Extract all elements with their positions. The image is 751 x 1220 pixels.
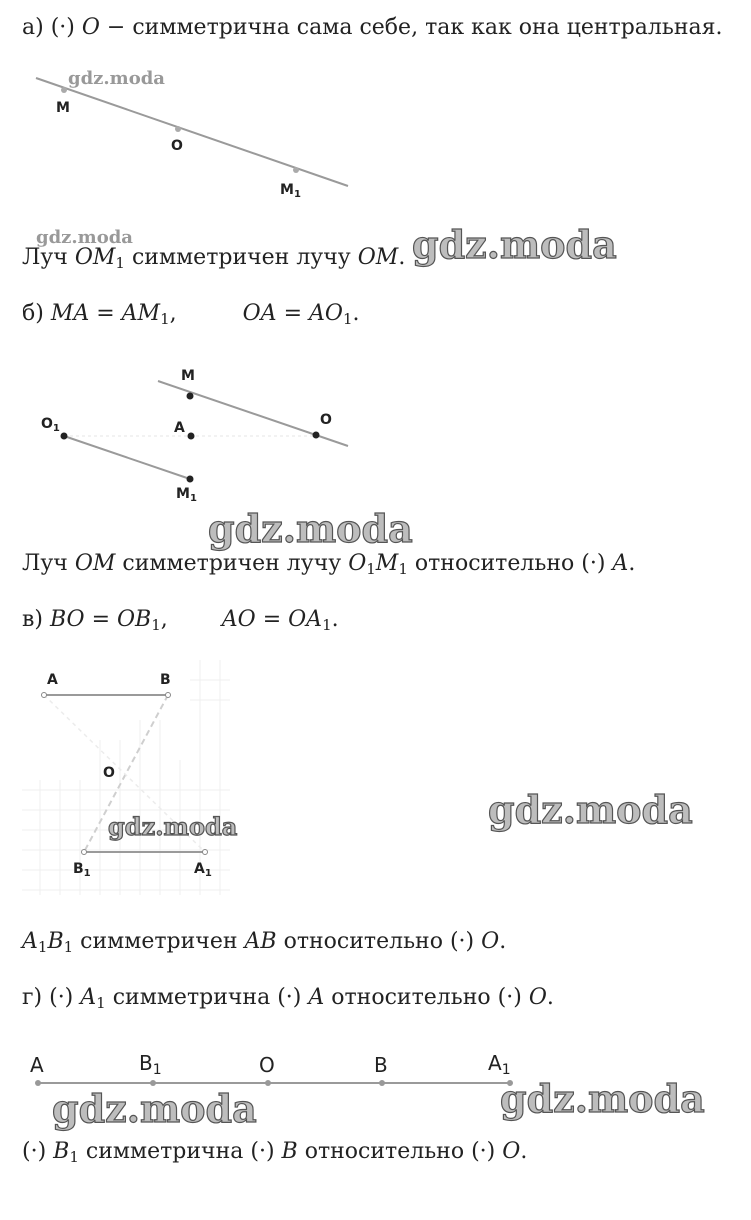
section-g-conclusion: (·) $B_1$ симметрична (·) B относительно (·) O. bbox=[22, 1139, 528, 1166]
figure-g bbox=[30, 1051, 513, 1086]
label-m1: $M_1$ bbox=[280, 182, 301, 200]
watermark-small: gdz.moda bbox=[36, 227, 133, 248]
section-b-statement: б) MA = $AM_1$, OA = $AO_1$. bbox=[22, 301, 360, 328]
label-a: A bbox=[30, 1053, 44, 1077]
point-o bbox=[175, 126, 181, 132]
label-m1: $M_1$ bbox=[176, 486, 197, 504]
point-a bbox=[35, 1080, 41, 1086]
ray-o1m1 bbox=[64, 436, 190, 479]
label-b1: $B_1$ bbox=[73, 861, 91, 879]
point-m1 bbox=[293, 167, 299, 173]
figure-v bbox=[22, 660, 237, 895]
label-a1: $A_1$ bbox=[488, 1051, 511, 1078]
point-b bbox=[166, 693, 171, 698]
label-m: M bbox=[181, 368, 195, 384]
label-o: O bbox=[259, 1053, 275, 1077]
point-o bbox=[265, 1080, 271, 1086]
label-o: O bbox=[171, 138, 183, 154]
label-b1: $B_1$ bbox=[139, 1051, 162, 1078]
point-o bbox=[313, 432, 320, 439]
point-m bbox=[187, 393, 194, 400]
section-v-conclusion: $A_1B_1$ симметричен AB относительно (·) O. bbox=[22, 929, 507, 956]
label-b: B bbox=[160, 672, 171, 688]
point-m bbox=[61, 87, 67, 93]
label-a1: $A_1$ bbox=[194, 861, 212, 879]
point-a bbox=[42, 693, 47, 698]
label-o: O bbox=[103, 765, 115, 781]
watermark: gdz.moda bbox=[108, 812, 238, 841]
label-a: A bbox=[47, 672, 58, 688]
section-a-conclusion: Луч $OM_1$ симметричен лучу OM. bbox=[22, 245, 406, 272]
section-b-conclusion: Луч OM симметричен лучу $O_1M_1$ относительно (·) A. bbox=[22, 551, 636, 578]
label-m: M bbox=[56, 100, 70, 116]
line-mom1 bbox=[36, 78, 348, 186]
label-a: A bbox=[174, 420, 185, 436]
point-o1 bbox=[61, 433, 68, 440]
point-b1 bbox=[82, 850, 87, 855]
point-a bbox=[188, 433, 195, 440]
section-v-statement: в) BO = $OB_1$, AO = $OA_1$. bbox=[22, 607, 339, 634]
watermark: gdz.moda bbox=[208, 506, 413, 551]
label-b: B bbox=[374, 1053, 388, 1077]
point-m1 bbox=[187, 476, 194, 483]
label-o: O bbox=[320, 412, 332, 428]
watermark: gdz.moda bbox=[500, 1076, 705, 1121]
watermark: gdz.moda bbox=[488, 787, 693, 832]
section-a-statement: а) (·) O − симметрична сама себе, так как она центральная. bbox=[22, 15, 723, 40]
label-o1: $O_1$ bbox=[41, 416, 60, 434]
figure-b bbox=[41, 368, 348, 504]
figure-a bbox=[36, 68, 348, 248]
point-a1 bbox=[203, 850, 208, 855]
point-b bbox=[379, 1080, 385, 1086]
watermark: gdz.moda bbox=[52, 1086, 257, 1131]
watermark: gdz.moda bbox=[412, 222, 617, 267]
watermark-small: gdz.moda bbox=[68, 68, 165, 89]
section-g-statement: г) (·) $A_1$ симметрична (·) A относительно (·) O. bbox=[22, 985, 554, 1012]
